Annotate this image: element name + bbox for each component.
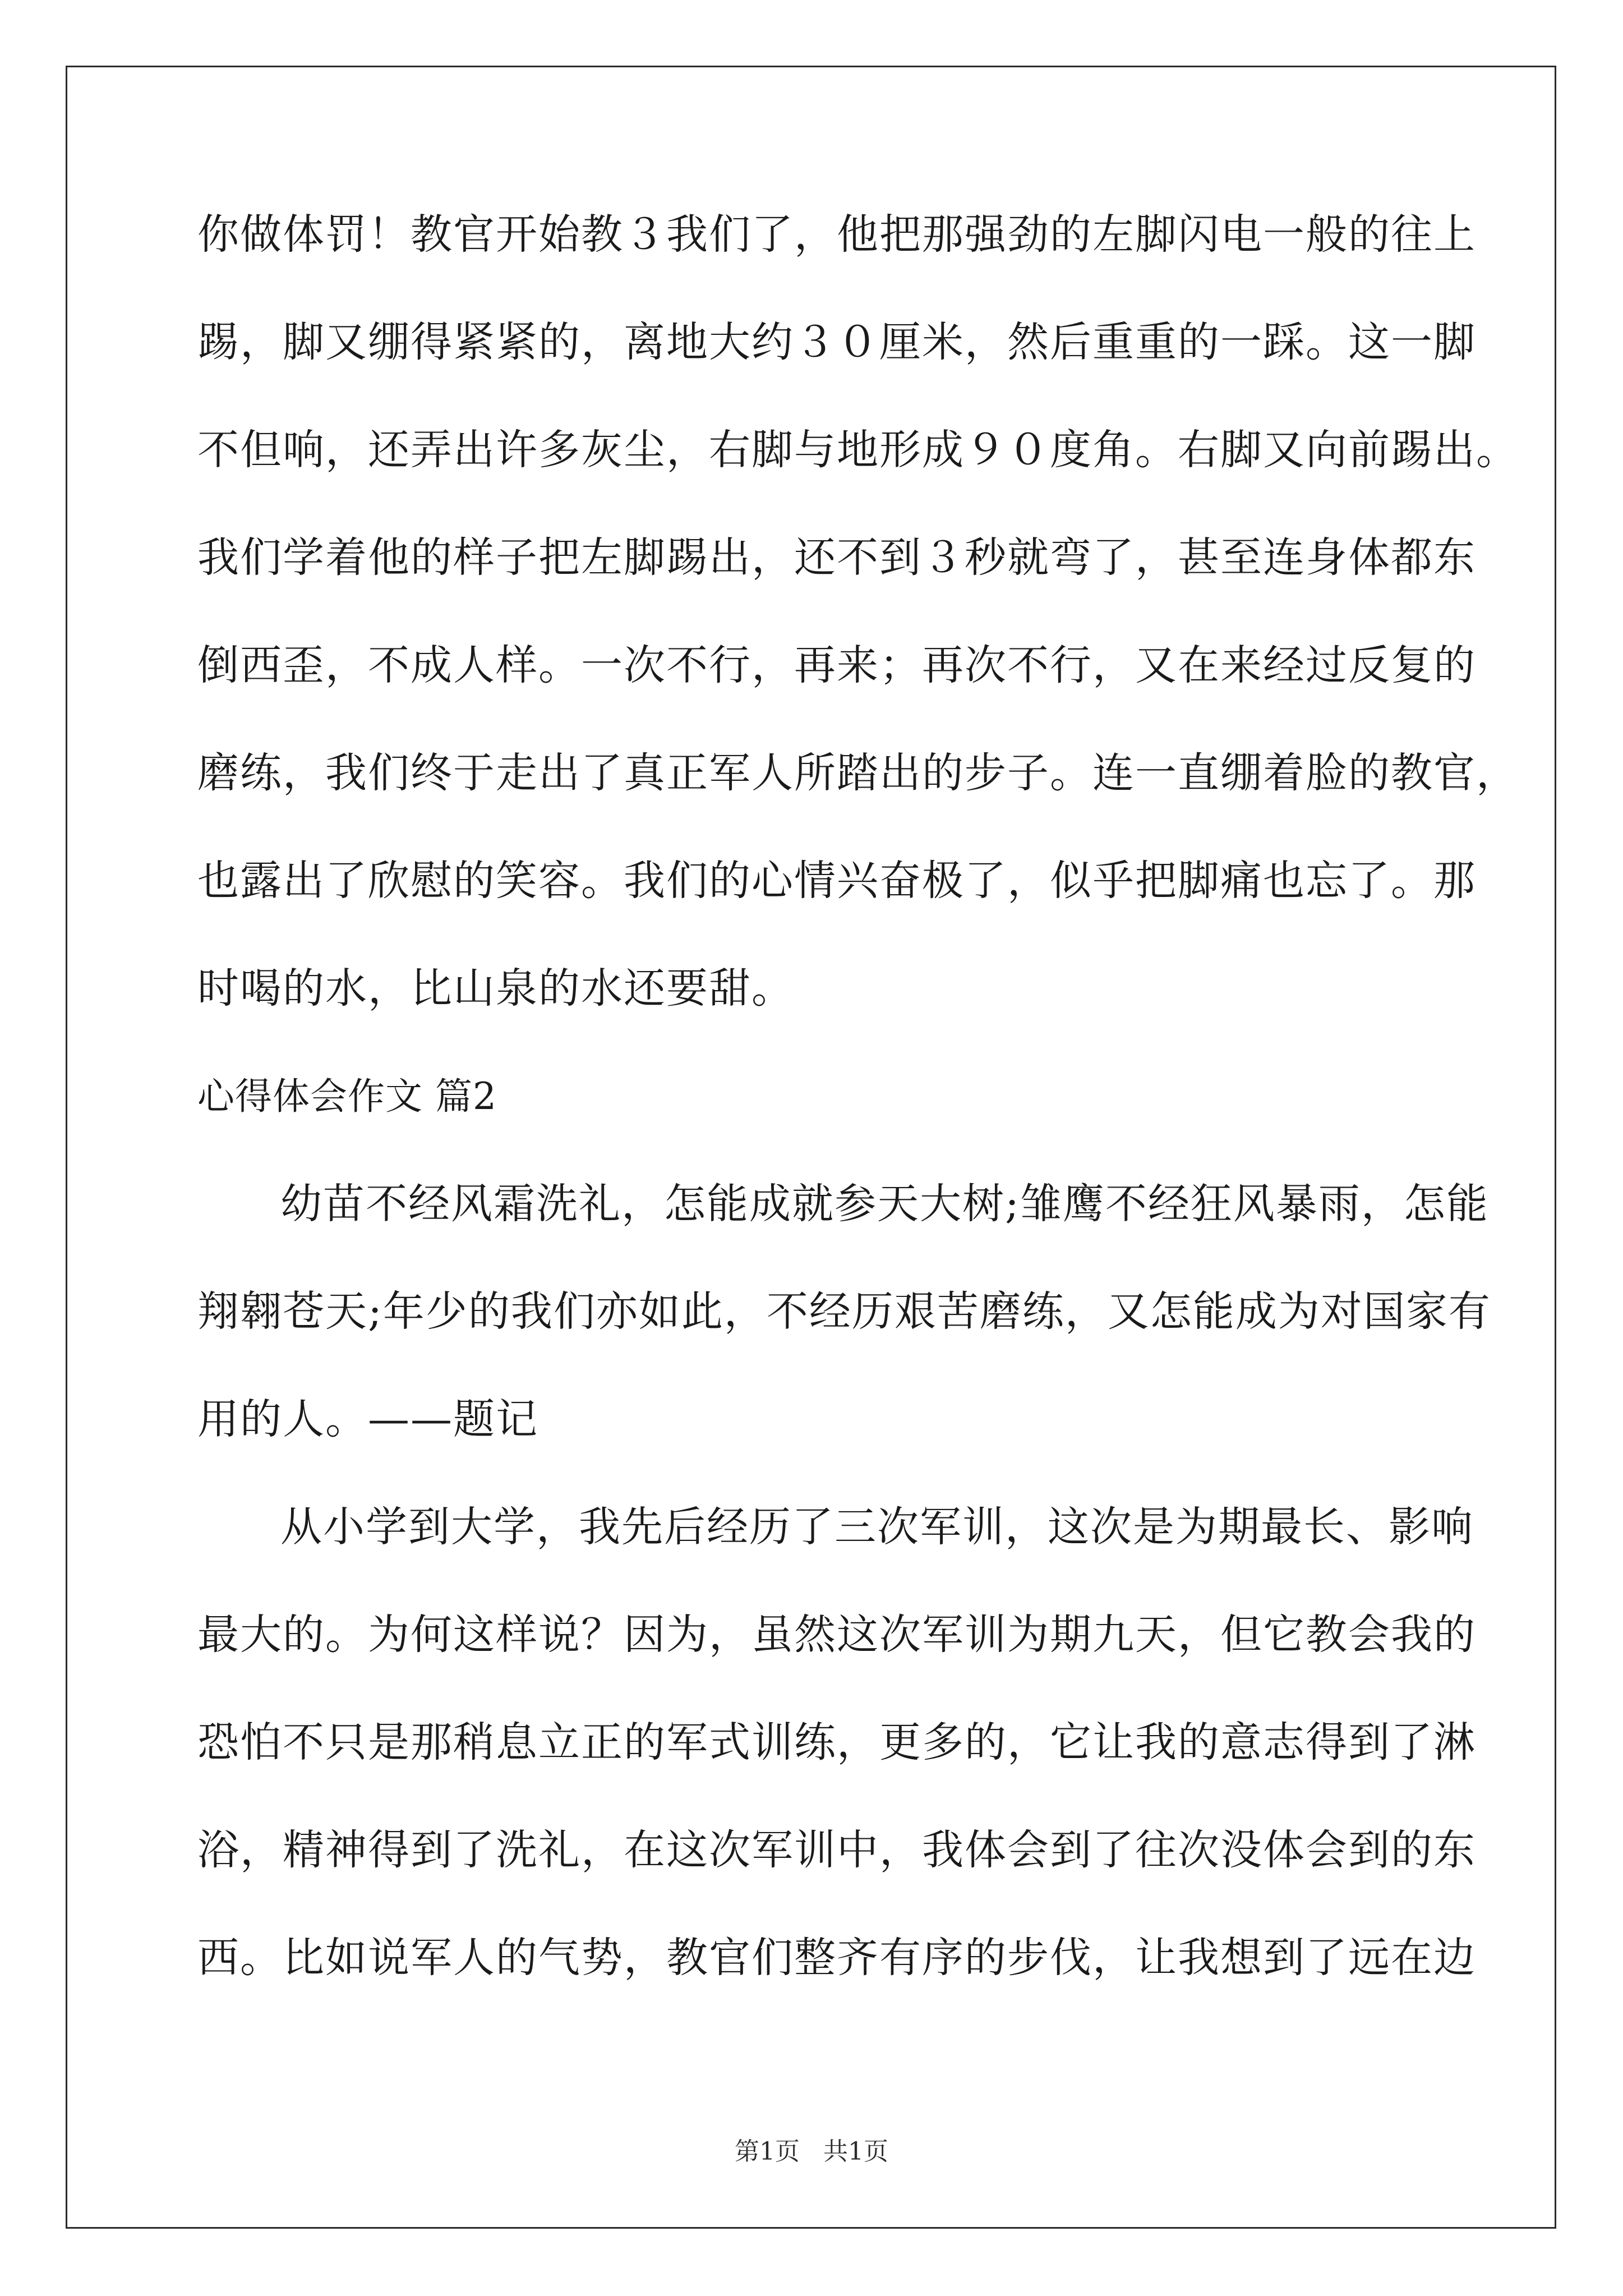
body-line: 踢，脚又绷得紧紧的，离地大约３０厘米，然后重重的一踩。这一脚 [197,318,1476,366]
body-line: 不但响，还弄出许多灰尘，右脚与地形成９０度角。右脚又向前踢出。 [197,426,1519,474]
body-line: 幼苗不经风霜洗礼，怎能成就参天大树;雏鹰不经狂风暴雨，怎能 [280,1180,1489,1228]
body-line: 我们学着他的样子把左脚踢出，还不到３秒就弯了，甚至连身体都东 [197,533,1476,582]
body-line: 恐怕不只是那稍息立正的军式训练，更多的，它让我的意志得到了淋 [197,1718,1476,1766]
body-line: 从小学到大学，我先后经历了三次军训，这次是为期最长、影响 [280,1503,1474,1551]
body-line: 时喝的水，比山泉的水还要甜。 [197,964,794,1013]
page-number-footer: 第1页 共1页 [735,2137,888,2166]
section-heading: 心得体会作文 篇2 [197,1075,497,1118]
body-line: 你做体罚！教官开始教３我们了，他把那强劲的左脚闪电一般的往上 [197,210,1476,259]
body-line: 翔翱苍天;年少的我们亦如此，不经历艰苦磨练，又怎能成为对国家有 [197,1287,1491,1336]
document-body [197,208,1519,2039]
body-line: 浴，精神得到了洗礼，在这次军训中，我体会到了往次没体会到的东 [197,1826,1476,1874]
body-line: 倒西歪，不成人样。一次不行，再来；再次不行，又在来经过反复的 [197,641,1476,689]
body-line: 磨练，我们终于走出了真正军人所踏出的步子。连一直绷着脸的教官， [197,749,1519,797]
body-line: 西。比如说军人的气势，教官们整齐有序的步伐，让我想到了远在边 [197,1934,1476,1982]
body-line: 也露出了欣慰的笑容。我们的心情兴奋极了，似乎把脚痛也忘了。那 [197,857,1476,905]
body-line: 用的人。——题记 [197,1395,538,1443]
body-line: 最大的。为何这样说？因为，虽然这次军训为期九天，但它教会我的 [197,1611,1476,1659]
